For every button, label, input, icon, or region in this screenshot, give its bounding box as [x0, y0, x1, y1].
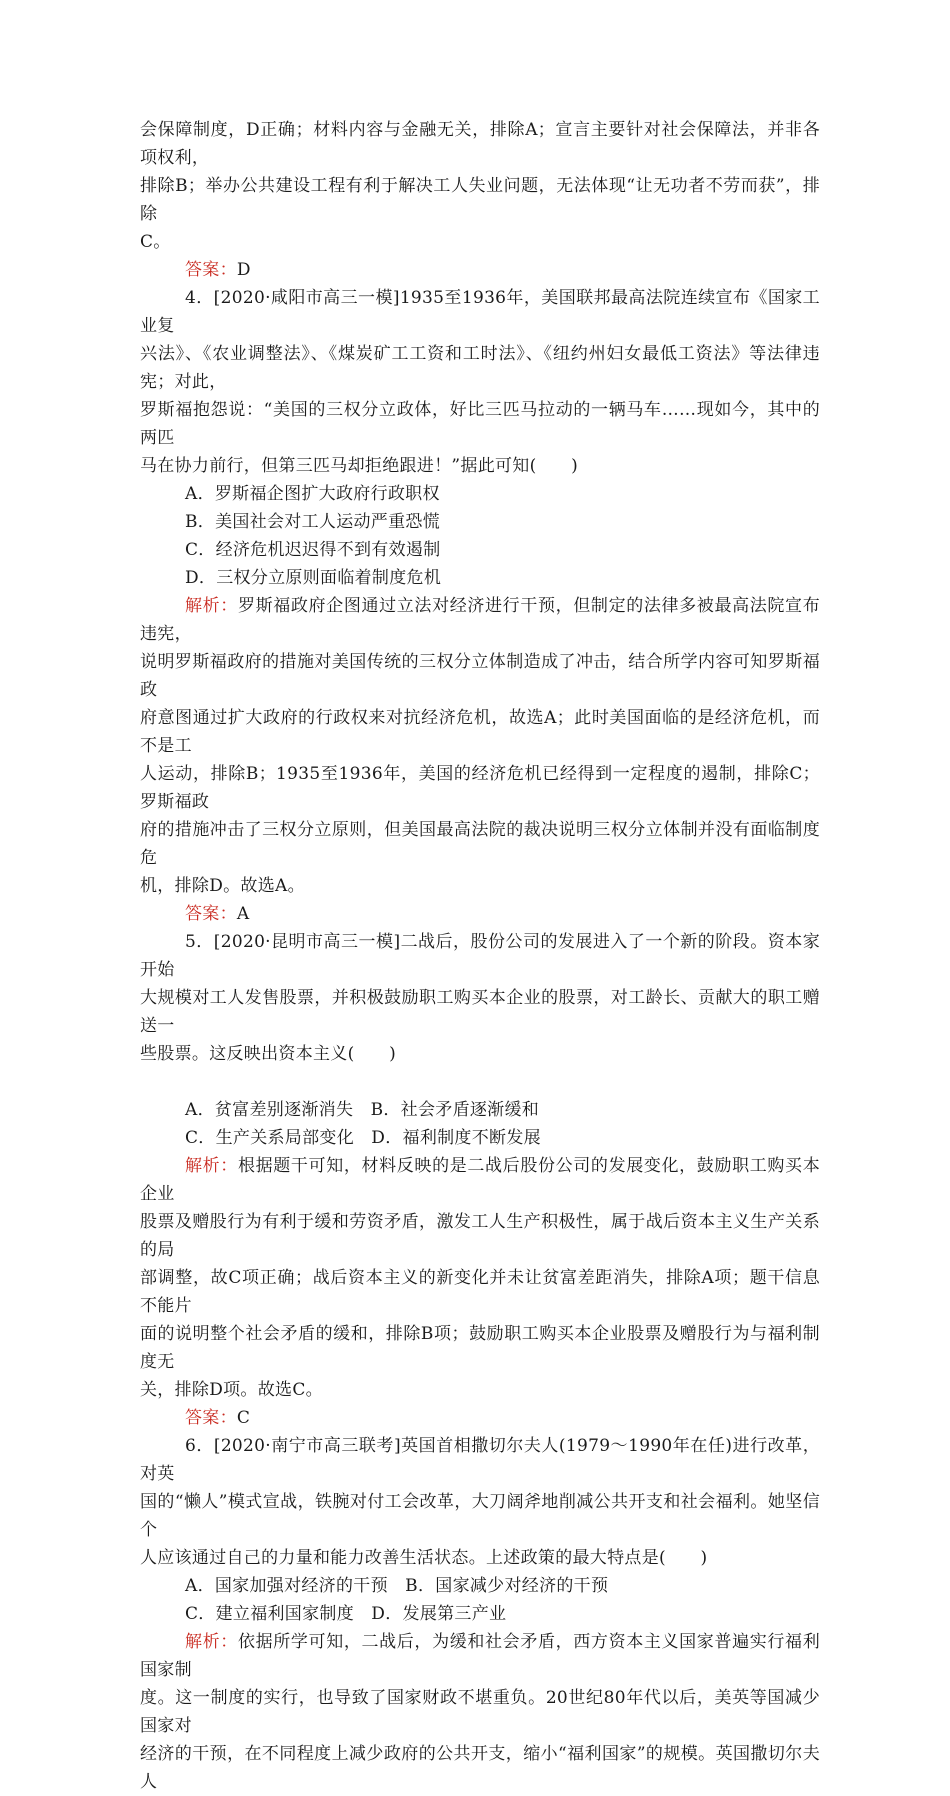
question-stem-line: 6．[2020·南宁市高三联考]英国首相撒切尔夫人(1979～1990年在任)进行改革，对英 — [140, 1436, 820, 1484]
question-stem-line: 5．[2020·昆明市高三一模]二战后，股份公司的发展进入了一个新的阶段。资本家开始 — [140, 932, 820, 980]
option-line: C．经济危机迟迟得不到有效遏制 — [185, 540, 441, 560]
analysis-line: 股票及赠股行为有利于缓和劳资矛盾，激发工人生产积极性，属于战后资本主义生产关系的局 — [140, 1212, 820, 1260]
option-line: B．美国社会对工人运动严重恐慌 — [185, 512, 440, 532]
answer-value: D — [236, 260, 251, 280]
document-body — [140, 116, 820, 1796]
answer-label: 答案： — [185, 904, 237, 924]
answer-line — [140, 1404, 820, 1432]
question-stem-line: 马在协力前行，但第三匹马却拒绝跟进！”据此可知( ) — [140, 456, 579, 476]
analysis-line: 人运动，排除B；1935至1936年，美国的经济危机已经得到一定程度的遏制，排除C；罗斯福政 — [140, 764, 820, 812]
analysis-line: 经济的干预，在不同程度上减少政府的公共开支，缩小“福利国家”的规模。英国撒切尔夫人 — [140, 1744, 820, 1792]
blank-spacer — [140, 1068, 820, 1096]
question-stem-line: 兴法》、《农业调整法》、《煤炭矿工工资和工时法》、《纽约州妇女最低工资法》等法律违宪；对此， — [140, 344, 820, 392]
continued-paragraph-line: 会保障制度，D正确；材料内容与金融无关，排除A；宣言主要针对社会保障法，并非各项权利， — [140, 120, 820, 168]
option-line: A．国家加强对经济的干预 B．国家减少对经济的干预 — [185, 1576, 609, 1596]
answer-label: 答案： — [185, 1408, 237, 1428]
answer-line — [140, 900, 820, 928]
question-stem-line: 人应该通过自己的力量和能力改善生活状态。上述政策的最大特点是( ) — [140, 1548, 708, 1568]
question-stem-line: 些股票。这反映出资本主义( ) — [140, 1044, 397, 1064]
analysis-label: 解析： — [185, 1156, 238, 1176]
question-stem-line: 罗斯福抱怨说：“美国的三权分立政体，好比三匹马拉动的一辆马车……现如今，其中的两匹 — [140, 400, 820, 448]
analysis-label: 解析： — [185, 1632, 238, 1652]
continued-paragraph-line: 排除B；举办公共建设工程有利于解决工人失业问题，无法体现“让无功者不劳而获”，排除 — [140, 176, 820, 224]
option-line: C．建立福利国家制度 D．发展第三产业 — [185, 1604, 507, 1624]
analysis-line — [140, 592, 820, 648]
analysis-text: 罗斯福政府企图通过立法对经济进行干预，但制定的法律多被最高法院宣布违宪， — [140, 596, 820, 644]
analysis-line: 度。这一制度的实行，也导致了国家财政不堪重负。20世纪80年代以后，美英等国减少国家对 — [140, 1688, 820, 1736]
answer-value: A — [236, 904, 250, 924]
answer-value: C — [236, 1408, 251, 1428]
analysis-line: 机，排除D。故选A。 — [140, 876, 305, 896]
analysis-line: 部调整，故C项正确；战后资本主义的新变化并未让贫富差距消失，排除A项；题干信息不能片 — [140, 1268, 820, 1316]
analysis-line: 府意图通过扩大政府的行政权来对抗经济危机，故选A；此时美国面临的是经济危机，而不是工 — [140, 708, 820, 756]
option-line: A．罗斯福企图扩大政府行政职权 — [185, 484, 440, 504]
question-stem-line: 大规模对工人发售股票，并积极鼓励职工购买本企业的股票，对工龄长、贡献大的职工赠送一 — [140, 988, 820, 1036]
answer-label: 答案： — [185, 260, 237, 280]
answer-line — [140, 256, 820, 284]
question-stem-line: 4．[2020·咸阳市高三一模]1935至1936年，美国联邦最高法院连续宣布《国家工业复 — [140, 288, 820, 336]
option-line: A．贫富差别逐渐消失 B．社会矛盾逐渐缓和 — [185, 1100, 540, 1120]
analysis-label: 解析： — [185, 596, 238, 616]
analysis-line: 说明罗斯福政府的措施对美国传统的三权分立体制造成了冲击，结合所学内容可知罗斯福政 — [140, 652, 820, 700]
option-line: D．三权分立原则面临着制度危机 — [185, 568, 442, 588]
analysis-line: 府的措施冲击了三权分立原则，但美国最高法院的裁决说明三权分立体制并没有面临制度危 — [140, 820, 820, 868]
analysis-line — [140, 1152, 820, 1208]
continued-paragraph-line: C。 — [140, 232, 171, 252]
analysis-line: 面的说明整个社会矛盾的缓和，排除B项；鼓励职工购买本企业股票及赠股行为与福利制度无 — [140, 1324, 820, 1372]
analysis-text: 根据题干可知，材料反映的是二战后股份公司的发展变化，鼓励职工购买本企业 — [140, 1156, 820, 1204]
analysis-line — [140, 1628, 820, 1684]
question-stem-line: 国的“懒人”模式宣战，铁腕对付工会改革，大刀阔斧地削减公共开支和社会福利。她坚信个 — [140, 1492, 820, 1540]
analysis-line: 关，排除D项。故选C。 — [140, 1380, 323, 1400]
option-line: C．生产关系局部变化 D．福利制度不断发展 — [185, 1128, 541, 1148]
analysis-text: 依据所学可知，二战后，为缓和社会矛盾，西方资本主义国家普遍实行福利国家制 — [140, 1632, 820, 1680]
